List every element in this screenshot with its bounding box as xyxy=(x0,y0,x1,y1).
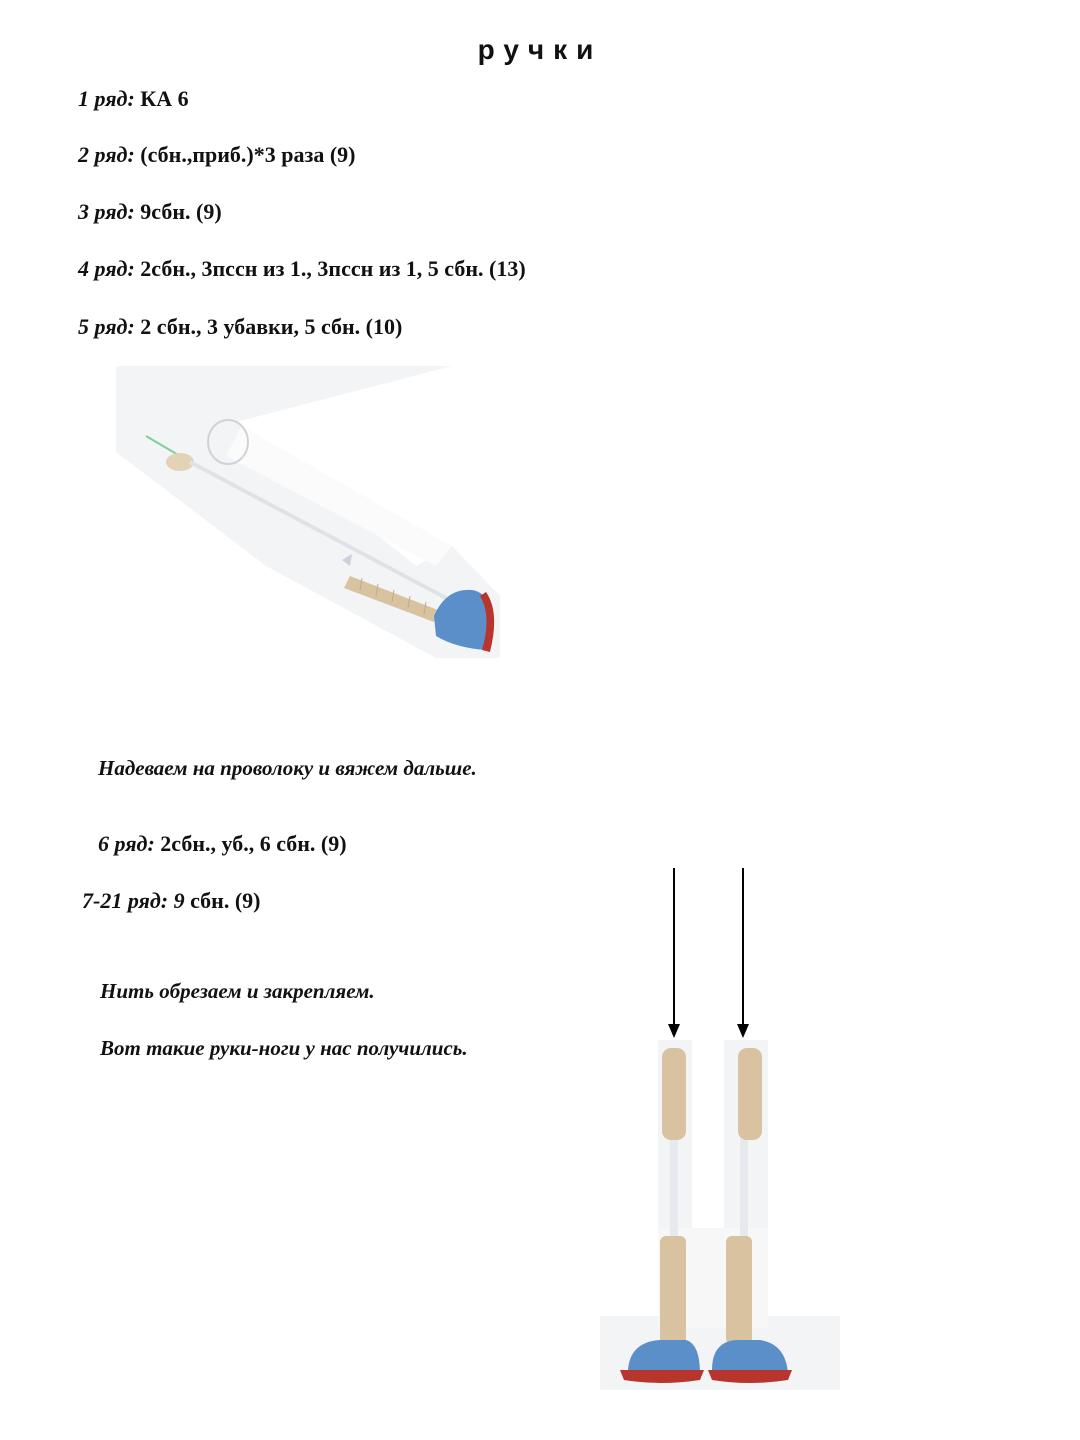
row-2-text: (сбн.,приб.)*3 раза (9) xyxy=(140,142,356,167)
note-wire: Надеваем на проволоку и вяжем дальше. xyxy=(98,756,477,780)
row-5-label: 5 ряд: xyxy=(78,314,135,339)
row-6-label: 6 ряд: xyxy=(98,831,155,856)
row-1-text: КА 6 xyxy=(140,86,189,111)
row-3-label: 3 ряд: xyxy=(78,199,135,224)
row-2-label: 2 ряд: xyxy=(78,142,135,167)
row-1 xyxy=(78,86,189,112)
page-title: ручки xyxy=(477,34,603,65)
row-4-text: 2сбн., 3пссн из 1., 3пссн из 1, 5 сбн. (13) xyxy=(140,256,526,281)
note-cut: Нить обрезаем и закрепляем. xyxy=(100,979,375,1003)
row-4-label: 4 ряд: xyxy=(78,256,135,281)
arrow-left-icon xyxy=(666,868,682,1040)
row-6-text: 2сбн., уб., 6 сбн. (9) xyxy=(160,831,347,856)
row-5-text: 2 сбн., 3 убавки, 5 сбн. (10) xyxy=(140,314,403,339)
photo-arm-on-wire xyxy=(116,366,502,658)
row-3 xyxy=(78,199,222,225)
row-6 xyxy=(98,831,347,857)
row-7-21-text: сбн. (9) xyxy=(190,888,261,913)
photo-finished-limbs xyxy=(600,1040,840,1390)
row-1-label: 1 ряд: xyxy=(78,86,135,111)
row-5 xyxy=(78,314,402,340)
row-2 xyxy=(78,142,355,168)
row-7-21-label: 7-21 ряд: 9 xyxy=(82,888,185,913)
row-3-text: 9сбн. (9) xyxy=(140,199,222,224)
row-4 xyxy=(78,256,526,282)
note-result: Вот такие руки-ноги у нас получились. xyxy=(100,1036,468,1060)
row-7-21 xyxy=(82,888,260,914)
arrow-right-icon xyxy=(735,868,751,1040)
